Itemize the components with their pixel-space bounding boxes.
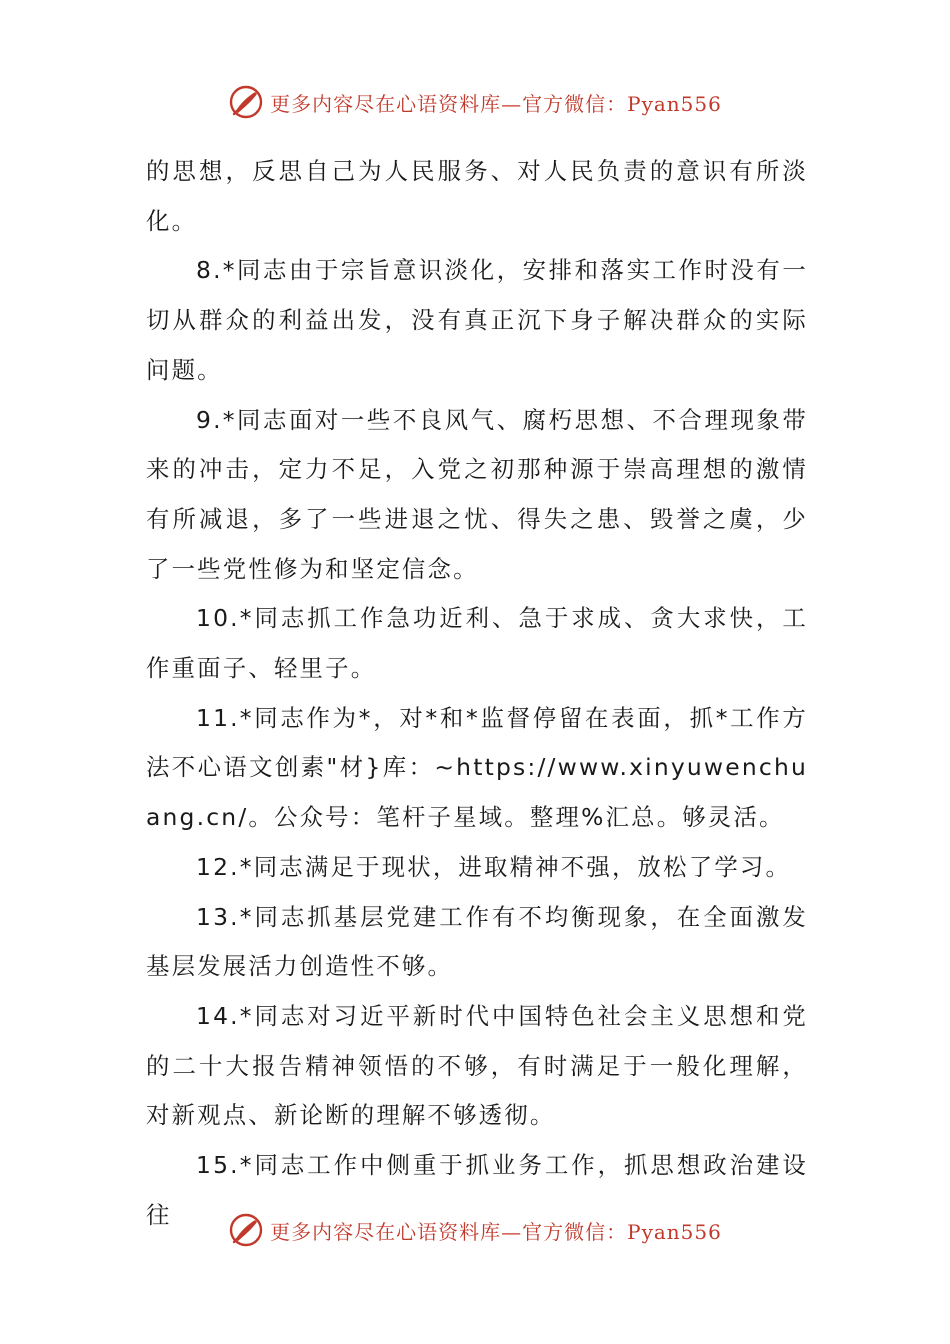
paragraph: 11.*同志作为*，对*和*监督停留在表面，抓*工作方法不心语文创素"材}库：~https://www.xinyuwenchuang.cn/。公众号：笔杆子星域。整理%汇总。够灵活。 [146,703,808,832]
paragraph: 的思想，反思自己为人民服务、对人民负责的意识有所淡化。 [146,157,808,235]
header-watermark-text: 更多内容尽在心语资料库—官方微信：Pyan556 [270,91,722,116]
paragraph: 9.*同志面对一些不良风气、腐朽思想、不合理现象带来的冲击，定力不足，入党之初那种源于崇高理想的激情有所减退，多了一些进退之忧、得失之患、毁誉之虞，少了一些党性修为和坚定信念。 [146,405,808,583]
document-body [146,147,808,1240]
paragraph: 12.*同志满足于现状，进取精神不强，放松了学习。 [196,852,792,881]
paragraph: 15.*同志工作中侧重于抓业务工作，抓思想政治建设往 [146,1151,808,1229]
paragraph: 10.*同志抓工作急功近利、急于求成、贪大求快，工作重面子、轻里子。 [146,604,808,683]
paragraph: 8.*同志由于宗旨意识淡化，安排和落实工作时没有一切从群众的利益出发，没有真正沉下身子解决群众的实际问题。 [146,256,808,384]
paragraph: 14.*同志对习近平新时代中国特色社会主义思想和党的二十大报告精神领悟的不够，有时满足于一般化理解，对新观点、新论断的理解不够透彻。 [146,1001,808,1130]
header-watermark [0,82,950,122]
pen-brush-logo-icon [228,1212,264,1248]
paragraph: 13.*同志抓基层党建工作有不均衡现象，在全面激发基层发展活力创造性不够。 [146,902,808,981]
footer-watermark-text: 更多内容尽在心语资料库—官方微信：Pyan556 [270,1219,722,1244]
pen-brush-logo-icon [228,84,264,120]
footer-watermark [0,1210,950,1250]
